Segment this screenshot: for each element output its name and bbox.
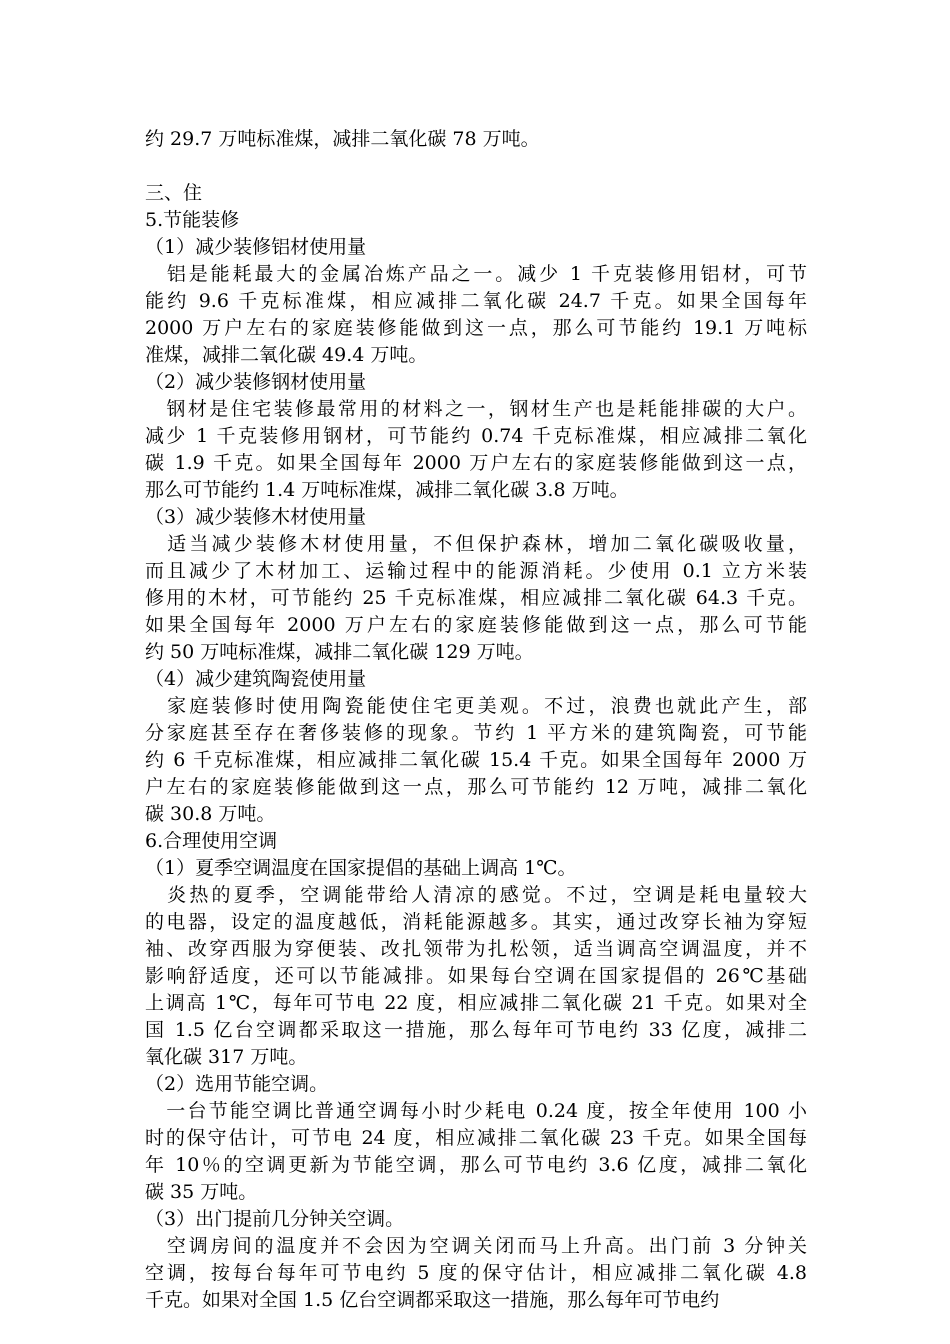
paragraph-line: 钢材是住宅装修最常用的材料之一，钢材生产也是耗能排碳的大户。 [145, 398, 807, 420]
paragraph-line: 空调，按每台每年可节电约 5 度的保守估计，相应减排二氧化碳 4.8 [145, 1262, 807, 1284]
paragraph-line: 碳 30.8 万吨。 [145, 803, 276, 825]
paragraph-line: 碳 1.9 千克。如果全国每年 2000 万户左右的家庭装修能做到这一点， [145, 452, 807, 474]
paragraph-line: 一台节能空调比普通空调每小时少耗电 0.24 度，按全年使用 100 小 [145, 1100, 807, 1122]
paragraph-line: 碳 35 万吨。 [145, 1181, 258, 1203]
paragraph-line: 准煤，减排二氧化碳 49.4 万吨。 [145, 344, 428, 366]
paragraph-line: 家庭装修时使用陶瓷能使住宅更美观。不过，浪费也就此产生，部 [145, 695, 807, 717]
document-page [145, 126, 807, 1314]
paragraph-line: 国 1.5 亿台空调都采取这一措施，那么每年可节电约 33 亿度，减排二 [145, 1019, 807, 1041]
section-heading: 5.节能装修 [145, 209, 240, 231]
paragraph-gap [145, 153, 807, 180]
paragraph-line: 2000 万户左右的家庭装修能做到这一点，那么可节能约 19.1 万吨标 [145, 317, 807, 339]
paragraph-line: 袖、改穿西服为穿便装、改扎领带为扎松领，适当调高空调温度，并不 [145, 938, 807, 960]
paragraph-line: 如果全国每年 2000 万户左右的家庭装修能做到这一点，那么可节能 [145, 614, 807, 636]
paragraph-line: 铝是能耗最大的金属冶炼产品之一。减少 1 千克装修用铝材，可节 [145, 263, 807, 285]
section-heading: （2）减少装修钢材使用量 [145, 371, 367, 393]
section-heading: （2）选用节能空调。 [145, 1073, 329, 1095]
section-heading: （1）减少装修铝材使用量 [145, 236, 367, 258]
section-heading: （3）出门提前几分钟关空调。 [145, 1208, 405, 1230]
paragraph [145, 126, 807, 153]
paragraph-line: 氧化碳 317 万吨。 [145, 1046, 308, 1068]
paragraph-line: 减少 1 千克装修用钢材，可节能约 0.74 千克标准煤，相应减排二氧化 [145, 425, 807, 447]
paragraph-line: 影响舒适度，还可以节能减排。如果每台空调在国家提倡的 26℃基础 [145, 965, 807, 987]
paragraph-line: 空调房间的温度并不会因为空调关闭而马上升高。出门前 3 分钟关 [145, 1235, 807, 1257]
paragraph-line: 约 6 千克标准煤，相应减排二氧化碳 15.4 千克。如果全国每年 2000 万 [145, 749, 807, 771]
paragraph [145, 693, 807, 828]
paragraph-line: 户左右的家庭装修能做到这一点，那么可节能约 12 万吨，减排二氧化 [145, 776, 807, 798]
paragraph-line: 约 50 万吨标准煤，减排二氧化碳 129 万吨。 [145, 641, 534, 663]
section-heading: 6.合理使用空调 [145, 830, 278, 852]
paragraph [145, 1233, 807, 1314]
paragraph [145, 1098, 807, 1206]
section-heading: （1）夏季空调温度在国家提倡的基础上调高 1℃。 [145, 857, 577, 879]
paragraph-line: 上调高 1℃，每年可节电 22 度，相应减排二氧化碳 21 千克。如果对全 [145, 992, 807, 1014]
paragraph [145, 531, 807, 666]
section-heading: （3）减少装修木材使用量 [145, 506, 367, 528]
paragraph [145, 261, 807, 369]
paragraph-line: 千克。如果对全国 1.5 亿台空调都采取这一措施，那么每年可节电约 [145, 1289, 720, 1311]
paragraph-line: 的电器，设定的温度越低，消耗能源越多。其实，通过改穿长袖为穿短 [145, 911, 807, 933]
section-heading: 三、住 [145, 182, 203, 204]
paragraph-line: 约 29.7 万吨标准煤，减排二氧化碳 78 万吨。 [145, 128, 540, 150]
paragraph-line: 那么可节能约 1.4 万吨标准煤，减排二氧化碳 3.8 万吨。 [145, 479, 629, 501]
paragraph-line: 年 10％的空调更新为节能空调，那么可节电约 3.6 亿度，减排二氧化 [145, 1154, 807, 1176]
paragraph-line: 适当减少装修木材使用量，不但保护森林，增加二氧化碳吸收量， [145, 533, 807, 555]
paragraph-line: 炎热的夏季，空调能带给人清凉的感觉。不过，空调是耗电量较大 [145, 884, 807, 906]
paragraph-line: 能约 9.6 千克标准煤，相应减排二氧化碳 24.7 千克。如果全国每年 [145, 290, 807, 312]
paragraph [145, 396, 807, 504]
paragraph-line: 而且减少了木材加工、运输过程中的能源消耗。少使用 0.1 立方米装 [145, 560, 807, 582]
section-heading: （4）减少建筑陶瓷使用量 [145, 668, 367, 690]
paragraph-line: 分家庭甚至存在奢侈装修的现象。节约 1 平方米的建筑陶瓷，可节能 [145, 722, 807, 744]
paragraph [145, 882, 807, 1071]
paragraph-line: 修用的木材，可节能约 25 千克标准煤，相应减排二氧化碳 64.3 千克。 [145, 587, 807, 609]
paragraph-line: 时的保守估计，可节电 24 度，相应减排二氧化碳 23 千克。如果全国每 [145, 1127, 807, 1149]
